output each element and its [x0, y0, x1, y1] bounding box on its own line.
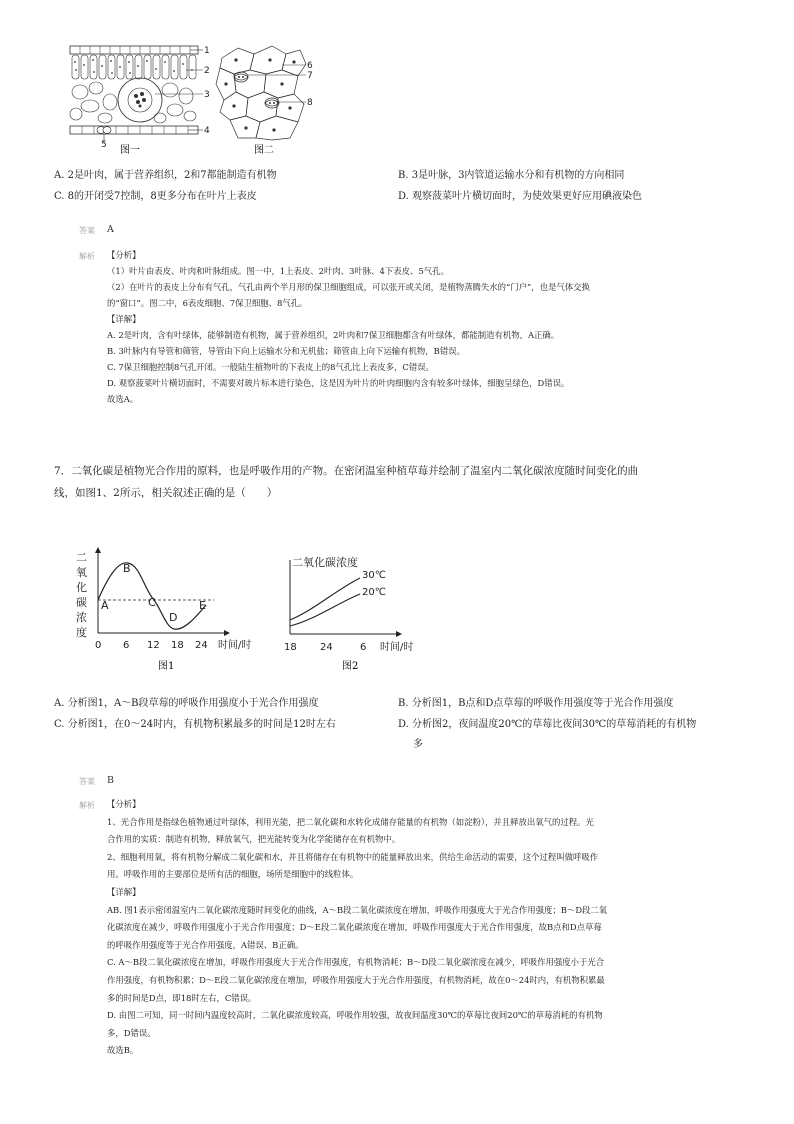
chart2-xlabel: 时间/时: [380, 642, 414, 653]
q7-analysis-label: 解析: [79, 801, 95, 810]
chart2-x-arrow: [396, 631, 402, 637]
q7-analysis-line: 多，D错误。: [107, 1027, 156, 1038]
chart2-caption: 图2: [342, 661, 359, 672]
chart2-series-label-30c: 30℃: [362, 570, 386, 581]
q6-analysis-line: 【分析】: [107, 250, 141, 260]
fig2-caption: 图二: [254, 145, 274, 156]
q6-analysis-label: 解析: [79, 252, 95, 261]
q7-analysis-line: 用。呼吸作用的主要部位是所有活的细胞，场所是细胞中的线粒体。: [107, 869, 359, 880]
chart2-xtick: 6: [360, 642, 367, 653]
q6-answer-label: 答案: [79, 226, 95, 235]
chart1-point-c: C: [148, 596, 156, 609]
q7-analysis: [107, 796, 607, 1060]
q7-analysis-line: C. A～B段二氧化碳浓度在增加，呼吸作用强度大于光合作用强度，有机物消耗；B～D段二氧化碳浓度在减少，呼吸作用强度小于光合: [107, 957, 605, 968]
co2-night-temp-chart: [280, 550, 450, 674]
q7-analysis-line: 化碳浓度在减少，呼吸作用强度小于光合作用强度；D～E段二氧化碳浓度在增加，呼吸作用强度大于光合作用强度，故B点和D点草莓: [107, 922, 602, 933]
q6-answer: A: [107, 224, 114, 235]
q7-analysis-line: 【分析】: [107, 799, 141, 809]
q7-option-c: C. 分析图1，在0～24时内，有机物积累最多的时间是12时左右: [54, 719, 336, 730]
chart2-ylabel: 二氧化碳浓度: [292, 556, 358, 569]
chart1-xtick: 6: [123, 640, 130, 651]
chart1-x-arrow: [224, 630, 230, 636]
chart1-xtick: 0: [95, 640, 102, 651]
chart1-ylabel-char: 度: [76, 626, 87, 639]
q7-analysis-line: D. 由图二可知，同一时间内温度较高时，二氧化碳浓度较高，呼吸作用较强，故夜间温度30℃的草莓比夜间20℃的草莓消耗的有机物: [107, 1010, 603, 1021]
fig1-label-1: 1: [204, 46, 210, 56]
q7-analysis-line: 2、细胞利用氧，将有机物分解成二氧化碳和水，并且将储存在有机物中的能量释放出来，供给生命活动的需要，这个过程叫做呼吸作: [107, 851, 599, 862]
co2-daily-curve-chart: [72, 545, 272, 673]
q7-stem-line: 7．二氧化碳是植物光合作用的原料，也是呼吸作用的产物。在密闭温室种植草莓并绘制了温室内二氧化碳浓度随时间变化的曲: [54, 465, 639, 477]
q7-analysis-line: 【详解】: [107, 886, 141, 897]
chart1-xtick: 12: [147, 640, 160, 651]
chart1-ylabel-char: 化: [76, 581, 87, 594]
q6-analysis-line: A. 2是叶肉，含有叶绿体，能够制造有机物，属于营养组织，2叶肉和7保卫细胞都含有叶绿体，都能制造有机物，A正确。: [107, 330, 560, 340]
chart1-xtick: 24: [195, 640, 208, 651]
chart1-y-arrow: [95, 547, 101, 553]
q6-analysis-line: （1）叶片由表皮、叶肉和叶脉组成。图一中，1上表皮、2叶肉、3叶脉、4下表皮、5气孔。: [107, 266, 449, 276]
q7-analysis-line: AB. 图1表示密闭温室内二氧化碳浓度随时间变化的曲线，A～B段二氧化碳浓度在增加，呼吸作用强度大于光合作用强度；B～D段二氧: [107, 904, 608, 915]
q6-option-b: B. 3是叶脉，3内管道运输水分和有机物的方向相同: [398, 170, 625, 181]
chart1-ylabel-char: 浓: [76, 611, 87, 624]
chart1-caption: 图1: [158, 661, 175, 672]
chart1-ylabel-char: 氧: [76, 566, 87, 579]
fig1-label-2: 2: [204, 66, 210, 76]
leaf-cross-section-figure: [60, 40, 210, 158]
chart1-point-e: E: [199, 599, 206, 612]
chart1-ylabel-char: 二: [76, 551, 87, 564]
chart2-xtick: 24: [320, 642, 333, 653]
q7-analysis-line: 故选B。: [107, 1045, 139, 1056]
q7-answer-label: 答案: [79, 777, 95, 786]
leaf-epidermis-figure: [212, 40, 324, 158]
q7-stem-line: 线，如图1、2所示，相关叙述正确的是（ ）: [54, 487, 278, 499]
fig2-label-8: 8: [307, 98, 313, 108]
chart1-point-a: A: [101, 599, 109, 612]
q6-analysis: [107, 247, 590, 407]
q7-option-a: A. 分析图1，A～B段草莓的呼吸作用强度小于光合作用强度: [54, 698, 319, 709]
q7-stem: [54, 460, 638, 504]
q7-analysis-line: 合作用的实质：制造有机物，释放氧气，把光能转变为化学能储存在有机物中。: [107, 834, 401, 845]
q7-answer: B: [107, 775, 114, 786]
q7-analysis-line: 多的时间是D点，即18时左右，C错误。: [107, 992, 257, 1003]
fig1-label-3: 3: [204, 90, 210, 100]
fig2-label-7: 7: [307, 71, 313, 81]
q7-analysis-line: 的呼吸作用强度等于光合作用强度，A错误、B正确。: [107, 939, 304, 950]
q6-analysis-line: D. 观察菠菜叶片横切面时，不需要对玻片标本进行染色，这是因为叶片的叶肉细胞内含有较多叶绿体，细胞呈绿色，D错误。: [107, 378, 570, 388]
q6-analysis-line: （2）在叶片的表皮上分布有气孔，气孔由两个半月形的保卫细胞组成，可以张开或关闭，是植物蒸腾失水的“门户”，也是气体交换: [107, 282, 590, 292]
fig1-caption: 图一: [120, 145, 140, 156]
q6-analysis-line: B. 3叶脉内有导管和筛管，导管由下向上运输水分和无机盐；筛管由上向下运输有机物，B错误。: [107, 346, 465, 356]
q6-analysis-line: 故选A。: [107, 394, 139, 404]
q6-option-d: D. 观察菠菜叶片横切面时，为使效果更好应用碘液染色: [398, 191, 643, 202]
q7-analysis-line: 作用强度，有机物积累；D～E段二氧化碳浓度在增加，呼吸作用强度大于光合作用强度，有机物消耗，故在0～24时内，有机物积累最: [107, 974, 605, 985]
chart1-xlabel: 时间/时: [218, 640, 252, 651]
chart1-xtick: 18: [171, 640, 184, 651]
chart2-xtick: 18: [284, 642, 297, 653]
chart1-point-b: B: [123, 562, 131, 575]
chart2-series-20c: [290, 594, 360, 626]
q6-option-c: C. 8的开闭受7控制，8更多分布在叶片上表皮: [54, 191, 257, 202]
fig1-label-5: 5: [101, 140, 107, 150]
q7-option-d-line2: 多: [413, 739, 423, 750]
chart2-series-label-20c: 20℃: [362, 587, 386, 598]
q7-analysis-line: 1、光合作用是指绿色植物通过叶绿体，利用光能，把二氧化碳和水转化成储存能量的有机物（如淀粉），并且释放出氧气的过程。光: [107, 816, 594, 827]
chart1-ylabel-char: 碳: [76, 596, 87, 609]
q6-analysis-line: 【详解】: [107, 314, 141, 324]
q6-analysis-line: 的“窗口”。图二中，6表皮细胞、7保卫细胞、8气孔。: [107, 298, 308, 308]
q7-option-b: B. 分析图1，B点和D点草莓的呼吸作用强度等于光合作用强度: [398, 698, 674, 709]
q6-analysis-line: C. 7保卫细胞控制8气孔开闭。一般陆生植物叶的下表皮上的8气孔比上表皮多，C错误。: [107, 362, 434, 372]
q7-option-d-line1: D. 分析图2，夜间温度20℃的草莓比夜间30℃的草莓消耗的有机物: [398, 719, 697, 730]
chart1-point-d: D: [169, 611, 178, 624]
fig1-label-4: 4: [204, 126, 210, 136]
fig2-label-6: 6: [307, 61, 313, 71]
q6-option-a: A. 2是叶肉，属于营养组织，2和7都能制造有机物: [54, 170, 277, 181]
